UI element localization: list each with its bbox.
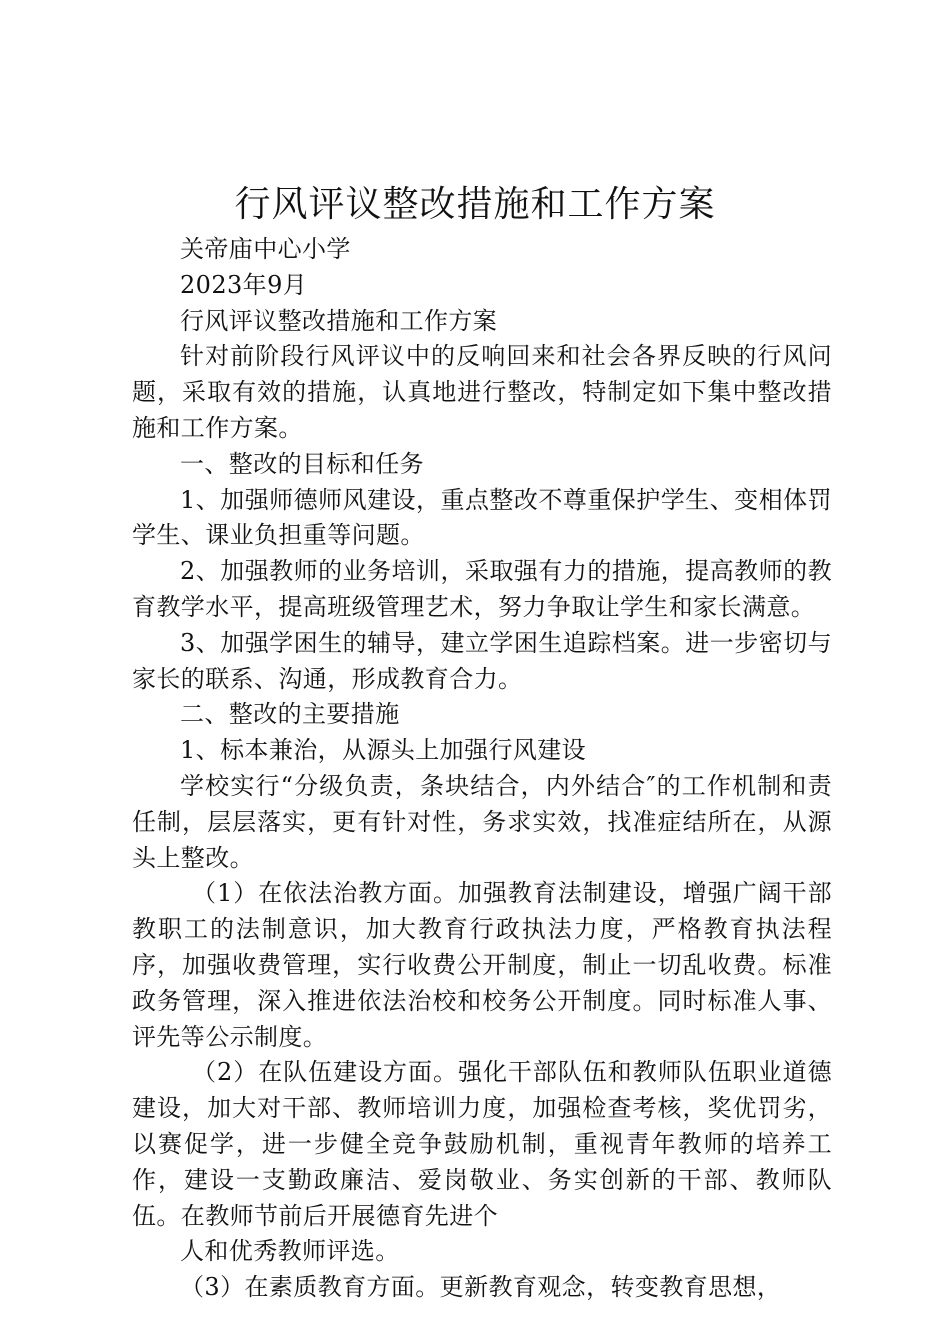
paragraph: 1、加强师德师风建设，重点整改不尊重保护学生、变相体罚学生、课业负担重等问题。 xyxy=(132,485,832,550)
document-body xyxy=(132,232,832,1306)
paragraph: （3）在素质教育方面。更新教育观念，转变教育思想， xyxy=(180,1273,782,1302)
document-subtitle: 行风评议整改措施和工作方案 xyxy=(180,306,498,335)
paragraph: 2、加强教师的业务培训，采取强有力的措施，提高教师的教育教学水平，提高班级管理艺术，努力争取让学生和家长满意。 xyxy=(132,557,832,621)
subsection-heading: 1、标本兼治，从源头上加强行风建设 xyxy=(180,736,587,765)
paragraph: 学校实行“分级负责，条块结合，内外结合″的工作机制和责任制，层层落实，更有针对性，务求实效，找准症结所在，从源头上整改。 xyxy=(132,771,832,872)
document-title: 行风评议整改措施和工作方案 xyxy=(234,184,716,225)
paragraph: （1）在依法治教方面。加强教育法制建设，增强广阔干部教职工的法制意识，加大教育行政执法力度，严格教育执法程序，加强收费管理，实行收费公开制度，制止一切乱收费。标准政务管理，深入推进依法治校和校务公开制度。同时标准人事、评先等公示制度。 xyxy=(132,879,832,1051)
section-heading: 二、整改的主要措施 xyxy=(180,700,400,729)
school-name: 关帝庙中心小学 xyxy=(180,235,351,263)
document-date: 2023年9月 xyxy=(180,270,308,299)
paragraph: 针对前阶段行风评议中的反响回来和社会各界反映的行风问题，采取有效的措施，认真地进行整改，特制定如下集中整改措施和工作方案。 xyxy=(132,342,832,442)
paragraph: 人和优秀教师评选。 xyxy=(180,1237,400,1266)
section-heading: 一、整改的目标和任务 xyxy=(180,449,424,478)
paragraph: 3、加强学困生的辅导，建立学困生追踪档案。进一步密切与家长的联系、沟通，形成教育合力。 xyxy=(132,628,832,693)
paragraph: （2）在队伍建设方面。强化干部队伍和教师队伍职业道德建设，加大对干部、教师培训力度，加强检查考核，奖优罚劣，以赛促学，进一步健全竞争鼓励机制，重视青年教师的培养工作，建设一支勤政廉洁、爱岗敬业、务实创新的干部、教师队伍。在教师节前后开展德育先进个 xyxy=(132,1058,832,1230)
